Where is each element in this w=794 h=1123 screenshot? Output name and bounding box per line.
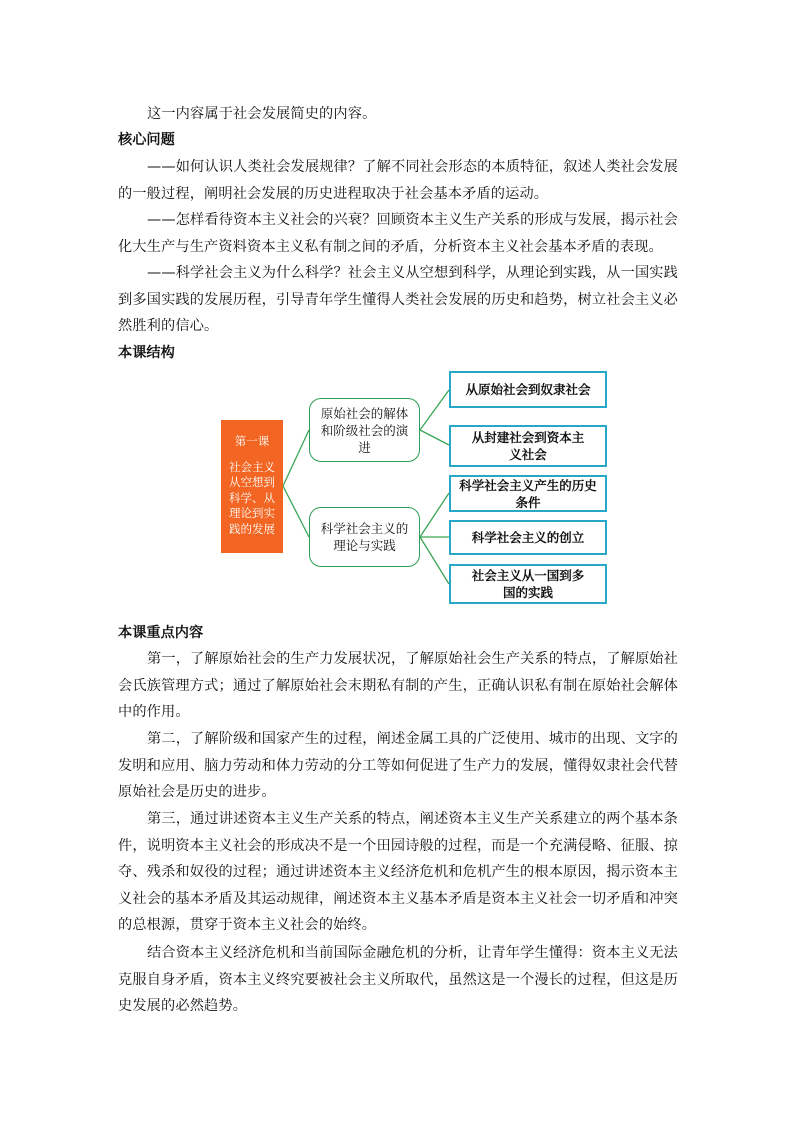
branch-2-label: 科学社会主义的理论与实践 <box>320 521 409 553</box>
structure-heading: 本课结构 <box>118 345 175 361</box>
connector-branch2-leaf1 <box>420 493 449 537</box>
leaf-2-1-box <box>449 475 607 512</box>
leaf-2-3-label: 社会主义从一国到多国的实践 <box>471 568 585 600</box>
key-paragraph-2: 第二，了解阶级和国家产生的过程，阐述金属工具的广泛使用、城市的出现、文字的发明和应用、脑力劳动和体力劳动的分工等如何促进了生产力的发展，懂得奴隶社会代替原始社会是历史的进步。 <box>118 731 678 800</box>
connector-branch1-leaf2 <box>420 430 449 445</box>
root-title: 第一课 <box>234 434 270 448</box>
root-body: 社会主义从空想到科学、从理论到实践的发展 <box>229 459 275 536</box>
root-box <box>221 420 283 553</box>
branch-1-box <box>309 398 420 462</box>
key-paragraph-3: 第三，通过讲述资本主义生产关系的特点，阐述资本主义生产关系建立的两个基本条件，说明资本主义社会的形成决不是一个田园诗般的过程，而是一个充满侵略、征服、掠夺、残杀和奴役的过程；通过讲述资本主义经济危机和危机产生的根本原因，揭示资本主义社会的基本矛盾及其运动规律，阐述资本主义基本矛盾是资本主义社会一切矛盾和冲突的总根源，贯穿于资本主义社会的始终。 <box>118 811 678 933</box>
core-question-3: ——科学社会主义为什么科学？社会主义从空想到科学，从理论到实践，从一国实践到多国实践的发展历程，引导青年学生懂得人类社会发展的历史和趋势，树立社会主义必然胜利的信心。 <box>118 265 678 334</box>
connector-branch2-leaf3 <box>420 537 449 584</box>
core-question-1: ——如何认识人类社会发展规律？了解不同社会形态的本质特征，叙述人类社会发展的一般过程，阐明社会发展的历史进程取决于社会基本矛盾的运动。 <box>118 159 678 202</box>
leaf-2-1-label: 科学社会主义产生的历史条件 <box>459 477 597 510</box>
core-question-2: ——怎样看待资本主义社会的兴衰？回顾资本主义生产关系的形成与发展，揭示社会化大生产与生产资料资本主义私有制之间的矛盾，分析资本主义社会基本矛盾的表现。 <box>118 212 678 255</box>
connector-root-branch2 <box>283 486 309 537</box>
key-paragraph-4: 结合资本主义经济危机和当前国际金融危机的分析，让青年学生懂得：资本主义无法克服自身矛盾，资本主义终究要被社会主义所取代，虽然这是一个漫长的过程，但这是历史发展的必然趋势。 <box>118 945 678 1014</box>
key-paragraph-1: 第一，了解原始社会的生产力发展状况，了解原始社会生产关系的特点，了解原始社会氏族管理方式；通过了解原始社会末期私有制的产生，正确认识私有制在原始社会解体中的作用。 <box>118 651 678 720</box>
leaf-1-1-label: 从原始社会到奴隶社会 <box>465 382 591 397</box>
leaf-2-2-box <box>449 520 607 555</box>
intro-paragraph: 这一内容属于社会发展简史的内容。 <box>147 106 377 122</box>
connector-root-branch1 <box>283 430 309 486</box>
branch-1-label: 原始社会的解体和阶级社会的演进 <box>320 405 409 455</box>
branch-2-box <box>309 507 420 567</box>
leaf-2-2-label: 科学社会主义的创立 <box>471 530 585 545</box>
leaf-2-3-box <box>449 564 607 604</box>
leaf-1-2-label: 从封建社会到资本主义社会 <box>471 430 585 462</box>
core-questions-heading: 核心问题 <box>118 132 175 148</box>
leaf-1-1-box <box>449 371 607 408</box>
leaf-1-2-box <box>449 425 607 467</box>
connector-branch1-leaf1 <box>420 390 449 430</box>
key-content-heading: 本课重点内容 <box>118 625 204 641</box>
